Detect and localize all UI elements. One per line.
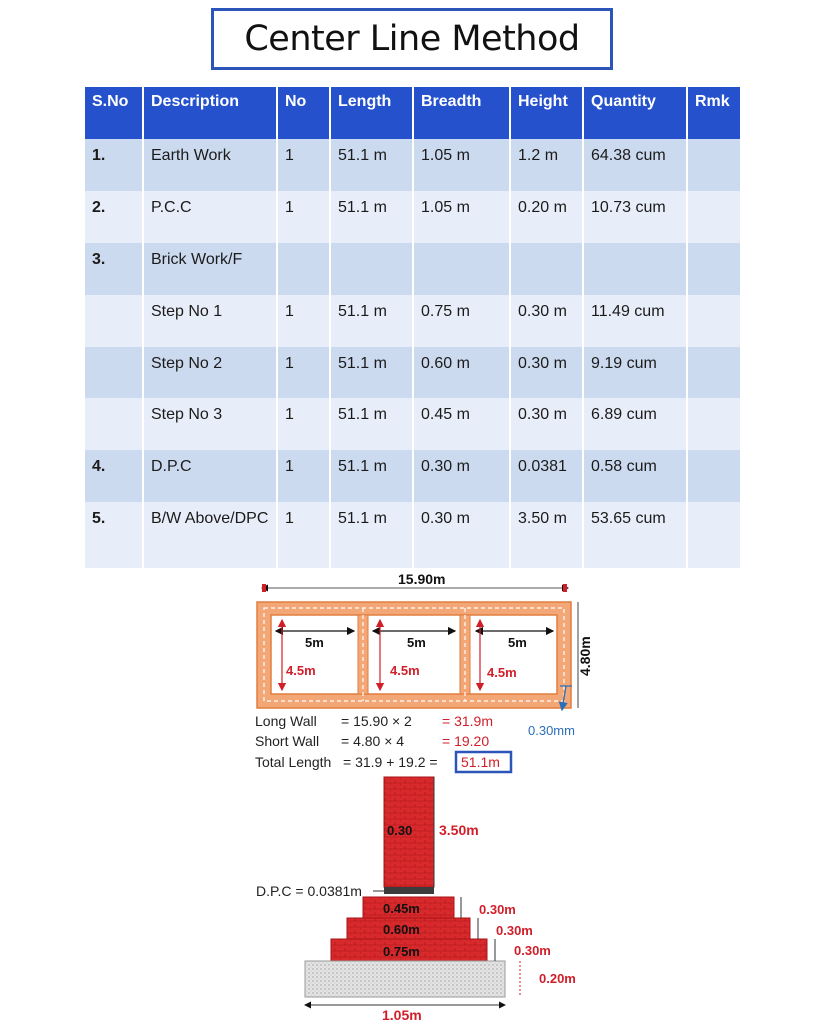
dim-tick-left (262, 584, 266, 592)
room-3-width-label: 4.5m (487, 665, 517, 680)
cell-length: 51.1 m (330, 139, 413, 191)
step-1-height-label: 0.30m (514, 943, 551, 958)
cell-length: 51.1 m (330, 295, 413, 347)
partition-wall-2 (460, 615, 470, 694)
wall-width-label: 0.30 (387, 823, 413, 838)
cell-description: Step No 1 (143, 295, 277, 347)
short-wall-expr: = 4.80 × 4 (341, 733, 405, 749)
cell-breadth: 0.75 m (413, 295, 510, 347)
cell-height: 1.2 m (510, 139, 583, 191)
cell-description: P.C.C (143, 191, 277, 243)
dim-tick-right (563, 584, 567, 592)
wall-height-label: 3.50m (439, 822, 479, 838)
header-no: No (277, 87, 330, 139)
cell-no: 1 (277, 347, 330, 398)
cell-sno: 4. (85, 450, 143, 502)
cell-height: 0.30 m (510, 398, 583, 450)
header-height: Height (510, 87, 583, 139)
cell-breadth: 0.45 m (413, 398, 510, 450)
dpc-label: D.P.C = 0.0381m (256, 883, 362, 899)
room-2-width-label: 4.5m (390, 663, 420, 678)
cell-length: 51.1 m (330, 347, 413, 398)
cell-description: B/W Above/DPC (143, 502, 277, 568)
dpc-layer (384, 887, 434, 894)
pcc-width-label: 1.05m (382, 1007, 422, 1023)
page-title: Center Line Method (244, 19, 580, 59)
header-description: Description (143, 87, 277, 139)
long-wall-expr: = 15.90 × 2 (341, 713, 412, 729)
short-wall-result: = 19.20 (442, 733, 490, 749)
cell-sno: 3. (85, 243, 143, 295)
cell-length: 51.1 m (330, 191, 413, 243)
cell-description: Step No 2 (143, 347, 277, 398)
step-3-height-label: 0.30m (479, 902, 516, 917)
centerline-loop (264, 608, 564, 701)
total-length-expr: = 31.9 + 19.2 = (343, 754, 438, 770)
cell-breadth: 1.05 m (413, 191, 510, 243)
wall-thickness-label: 0.30mm (528, 723, 575, 738)
length-calculation (255, 713, 511, 772)
cell-quantity: 64.38 cum (583, 139, 687, 191)
room-1-length-label: 5m (305, 635, 324, 650)
cell-quantity: 11.49 cum (583, 295, 687, 347)
long-wall-result: = 31.9m (442, 713, 493, 729)
cell-quantity: 6.89 cum (583, 398, 687, 450)
cell-no: 1 (277, 398, 330, 450)
header-sno: S.No (85, 87, 143, 139)
short-wall-label: Short Wall (255, 733, 320, 749)
header-length: Length (330, 87, 413, 139)
cell-description: Step No 3 (143, 398, 277, 450)
cell-breadth: 0.30 m (413, 450, 510, 502)
cell-description: Brick Work/F (143, 243, 277, 295)
step-3-width-label: 0.45m (383, 901, 420, 916)
outer-wall (257, 602, 571, 708)
cell-length: 51.1 m (330, 502, 413, 568)
cell-sno: 5. (85, 502, 143, 568)
cell-sno: 1. (85, 139, 143, 191)
cell-no: 1 (277, 295, 330, 347)
cell-quantity: 9.19 cum (583, 347, 687, 398)
long-wall-label: Long Wall (255, 713, 317, 729)
overall-width-label: 4.80m (577, 636, 593, 676)
cell-description: Earth Work (143, 139, 277, 191)
cell-breadth: 0.30 m (413, 502, 510, 568)
total-length-label: Total Length (255, 754, 332, 770)
room-2-length-label: 5m (407, 635, 426, 650)
step-1-width-label: 0.75m (383, 944, 420, 959)
partition-wall-1 (358, 615, 368, 694)
cell-length: 51.1 m (330, 398, 413, 450)
cell-height: 3.50 m (510, 502, 583, 568)
header-rmk: Rmk (687, 87, 741, 139)
total-length-result: 51.1m (461, 754, 500, 770)
header-quantity: Quantity (583, 87, 687, 139)
overall-length-label: 15.90m (398, 571, 446, 587)
room-3-length-label: 5m (508, 635, 527, 650)
header-breadth: Breadth (413, 87, 510, 139)
cell-description: D.P.C (143, 450, 277, 502)
step-2-width-label: 0.60m (383, 922, 420, 937)
room-1-width-label: 4.5m (286, 663, 316, 678)
cell-quantity: 53.65 cum (583, 502, 687, 568)
foundation-section (256, 777, 576, 1023)
cell-no: 1 (277, 191, 330, 243)
pcc-height-label: 0.20m (539, 971, 576, 986)
step-2-height-label: 0.30m (496, 923, 533, 938)
cell-no: 1 (277, 502, 330, 568)
cell-no: 1 (277, 450, 330, 502)
cell-height: 0.30 m (510, 347, 583, 398)
pcc-bed (305, 961, 505, 997)
cell-height: 0.0381 (510, 450, 583, 502)
cell-height: 0.20 m (510, 191, 583, 243)
cell-height: 0.30 m (510, 295, 583, 347)
cell-breadth: 0.60 m (413, 347, 510, 398)
cell-length: 51.1 m (330, 450, 413, 502)
cell-no: 1 (277, 139, 330, 191)
cell-quantity: 10.73 cum (583, 191, 687, 243)
cell-sno: 2. (85, 191, 143, 243)
cell-quantity: 0.58 cum (583, 450, 687, 502)
cell-breadth: 1.05 m (413, 139, 510, 191)
